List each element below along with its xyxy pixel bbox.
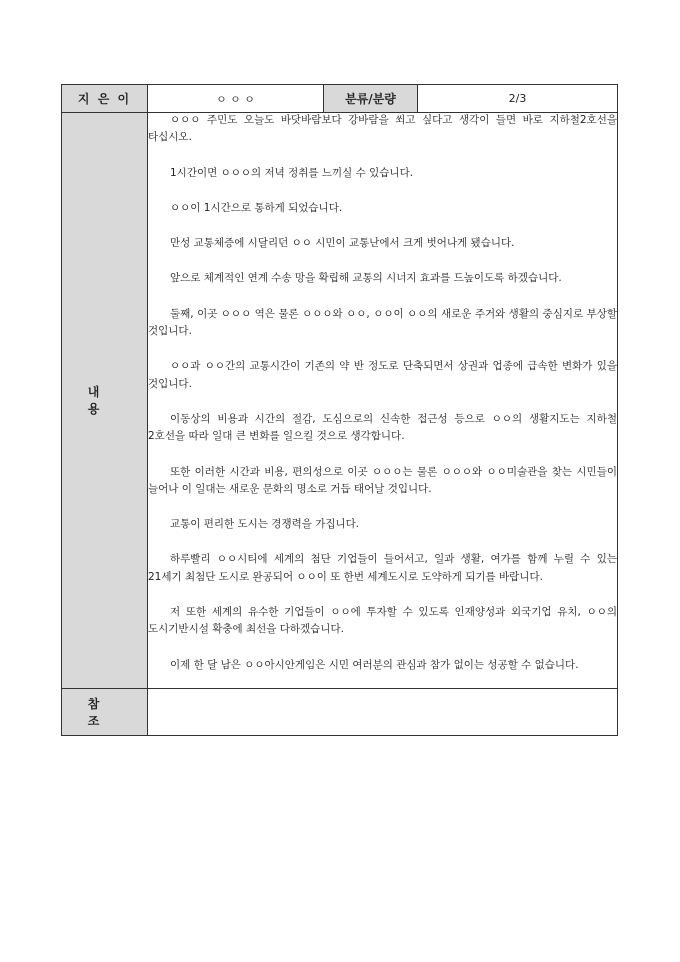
paragraph: ㅇㅇ이 1시간으로 통하게 되었습니다. <box>170 201 343 214</box>
paragraph: 1시간이면 ㅇㅇㅇ의 저녁 정취를 느끼실 수 있습니다. <box>170 166 414 179</box>
paragraph: 이동상의 비용과 시간의 절감, 도심으로의 신속한 접근성 등으로 ㅇㅇ의 생활지도는 지하철 2호선을 따라 일대 큰 변화를 일으킬 것으로 생각합니다. <box>148 412 617 443</box>
author-label: 지 은 이 <box>62 85 148 113</box>
reference-label: 참 조 <box>62 688 148 735</box>
paragraph: 저 또한 세계의 유수한 기업들이 ㅇㅇ에 투자할 수 있도록 인재양성과 외국기업 유치, ㅇㅇ의 도시기반시설 확충에 최선을 다하겠습니다. <box>148 606 617 636</box>
paragraph: 이제 한 달 남은 ㅇㅇ아시안게임은 시민 여러분의 관심과 참가 없이는 성공할 수 없습니다. <box>170 658 579 671</box>
author-value: ㅇ ㅇ ㅇ <box>148 85 324 113</box>
paragraph: 교통이 편리한 도시는 경쟁력을 가집니다. <box>170 518 360 531</box>
paragraph: 앞으로 체계적인 연계 수송 망을 확립해 교통의 시너지 효과를 드높이도록 하겠습니다. <box>170 272 562 285</box>
paragraph: ㅇㅇㅇ 주민도 오늘도 바닷바람보다 강바람을 쐬고 싶다고 생각이 들면 바로 지하철2호선을 타십시오. <box>148 114 617 144</box>
paragraph: 하루빨리 ㅇㅇ시티에 세계의 첨단 기업들이 들어서고, 일과 생활, 여가를 함께 누릴 수 있는 21세기 최첨단 도시로 완공되어 ㅇㅇ이 또 한번 세계도시로 도약하게 되기를 바랍니다. <box>148 553 617 583</box>
category-value: 2/3 <box>418 85 618 113</box>
reference-value <box>148 688 618 735</box>
category-label: 분류/분량 <box>324 85 418 113</box>
content-label: 내 용 <box>62 113 148 689</box>
paragraph: 또한 이러한 시간과 비용, 편의성으로 이곳 ㅇㅇㅇ는 물론 ㅇㅇㅇ와 ㅇㅇ미술관을 찾는 시민들이 늘어나 이 일대는 새로운 문화의 명소로 거듭 태어날 것입니다. <box>148 465 617 495</box>
paragraph: ㅇㅇ과 ㅇㅇ간의 교통시간이 기존의 약 반 정도로 단축되면서 상권과 업종에 급속한 변화가 있을 것입니다. <box>148 360 617 390</box>
document-table <box>61 84 618 736</box>
paragraph: 둘째, 이곳 ㅇㅇㅇ 역은 물론 ㅇㅇㅇ와 ㅇㅇ, ㅇㅇ이 ㅇㅇ의 새로운 주거와 생활의 중심지로 부상할 것입니다. <box>148 307 617 338</box>
content-row <box>62 113 618 689</box>
paragraph: 만성 교통체증에 시달리던 ㅇㅇ 시민이 교통난에서 크게 벗어나게 됐습니다. <box>170 237 515 250</box>
header-row <box>62 85 618 113</box>
content-body <box>148 113 618 689</box>
reference-row <box>62 688 618 735</box>
